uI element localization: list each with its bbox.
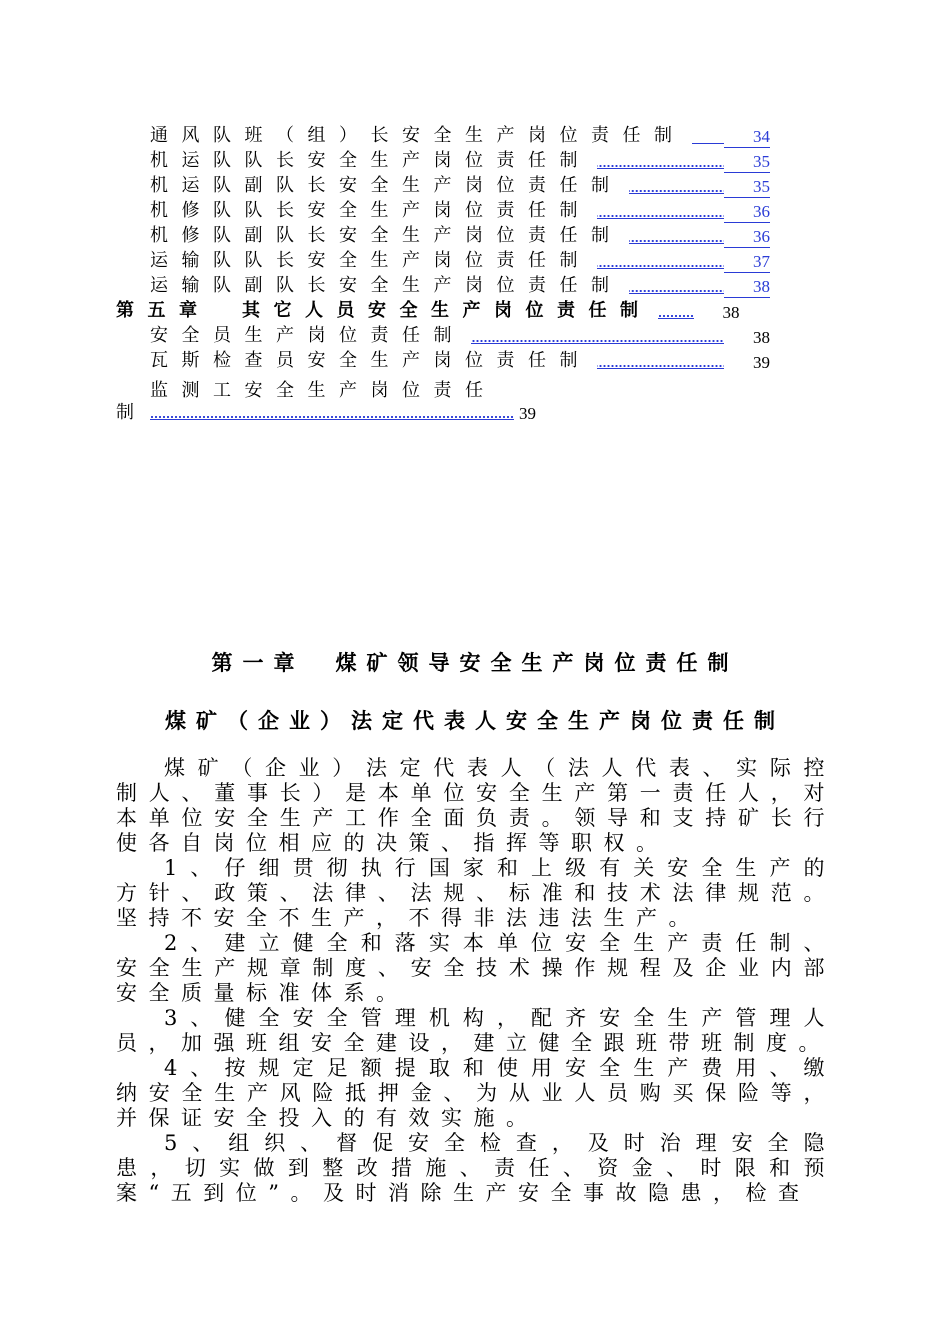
- toc-page-number[interactable]: 36: [724, 202, 770, 223]
- chapter-title: 第一章 煤矿领导安全生产岗位责任制: [211, 650, 739, 675]
- toc-item-title: 机修队队长安全生产岗位责任制: [150, 200, 591, 221]
- toc-leader: [150, 413, 514, 420]
- paragraph: 3、健全安全管理机构，配齐安全生产管理人员，加强班组安全建设，建立健全跟班带班制度。: [116, 1006, 836, 1055]
- toc-item[interactable]: [150, 224, 770, 248]
- toc-page-number[interactable]: 34: [724, 127, 770, 148]
- toc-item-title: 安全员生产岗位责任制: [150, 325, 465, 346]
- toc-page-number[interactable]: 36: [724, 227, 770, 248]
- paragraph: 1、仔细贯彻执行国家和上级有关安全生产的方针、政策、法律、法规、标准和技术法律规范。坚持不安全不生产，不得非法违法生产。: [116, 856, 836, 930]
- toc-chapter-heading[interactable]: [116, 299, 770, 323]
- toc-item-title: 运输队队长安全生产岗位责任制: [150, 250, 591, 271]
- toc-item[interactable]: [150, 199, 770, 223]
- toc-leader: [658, 312, 694, 319]
- section-title: 煤矿（企业）法定代表人安全生产岗位责任制: [165, 708, 785, 733]
- toc-chapter-title: 第五章 其它人员安全生产岗位责任制: [116, 300, 652, 321]
- toc-page-number[interactable]: 38: [722, 303, 740, 322]
- body-text: [116, 756, 836, 1206]
- toc-page-number[interactable]: 38: [724, 277, 770, 298]
- paragraph: 2、建立健全和落实本单位安全生产责任制、安全生产规章制度、安全技术操作规程及企业内部安全质量标准体系。: [116, 931, 836, 1005]
- paragraph: 5、组织、督促安全检查，及时治理安全隐患，切实做到整改措施、责任、资金、时限和预案“五到位”。及时消除生产安全事故隐患，检查: [116, 1131, 836, 1205]
- toc-page-number[interactable]: 38: [753, 328, 770, 347]
- toc-leader: [597, 362, 724, 369]
- toc-page-number[interactable]: 37: [724, 252, 770, 273]
- toc-page-number[interactable]: 39: [519, 404, 536, 423]
- toc-item-title: 通风队班（组）长安全生产岗位责任制: [150, 125, 686, 146]
- toc-page-number[interactable]: 39: [753, 353, 770, 372]
- toc-item[interactable]: [150, 124, 770, 148]
- toc-item-title[interactable]: 监测工安全生产岗位责任: [150, 380, 497, 401]
- paragraph: 4、按规定足额提取和使用安全生产费用、缴纳安全生产风险抵押金、为从业人员购买保险等，并保证安全投入的有效实施。: [116, 1056, 836, 1130]
- toc-page-number[interactable]: 35: [724, 152, 770, 173]
- toc-item[interactable]: [150, 174, 770, 198]
- toc-leader: [692, 137, 725, 144]
- toc-item[interactable]: [150, 349, 770, 373]
- table-of-contents: [0, 0, 950, 430]
- toc-leader: [597, 162, 724, 169]
- toc-item[interactable]: [150, 274, 770, 298]
- toc-leader: [629, 237, 725, 244]
- toc-item[interactable]: [150, 249, 770, 273]
- toc-item[interactable]: [150, 324, 770, 348]
- toc-leader: [597, 262, 724, 269]
- toc-leader: [597, 212, 724, 219]
- toc-item[interactable]: [116, 400, 536, 424]
- toc-leader: [471, 337, 724, 344]
- toc-item-title: 机运队队长安全生产岗位责任制: [150, 150, 591, 171]
- toc-leader: [629, 287, 725, 294]
- toc-item[interactable]: [150, 149, 770, 173]
- toc-item-title-continued: 制: [116, 402, 134, 423]
- toc-page-number[interactable]: 35: [724, 177, 770, 198]
- toc-item-title: 运输队副队长安全生产岗位责任制: [150, 275, 623, 296]
- toc-leader: [629, 187, 725, 194]
- toc-item-title: 机运队副队长安全生产岗位责任制: [150, 175, 623, 196]
- toc-item-title: 机修队副队长安全生产岗位责任制: [150, 225, 623, 246]
- paragraph: 煤矿（企业）法定代表人（法人代表、实际控制人、董事长）是本单位安全生产第一责任人，对本单位安全生产工作全面负责。领导和支持矿长行使各自岗位相应的决策、指挥等职权。: [116, 756, 836, 855]
- toc-item-title: 瓦斯检查员安全生产岗位责任制: [150, 350, 591, 371]
